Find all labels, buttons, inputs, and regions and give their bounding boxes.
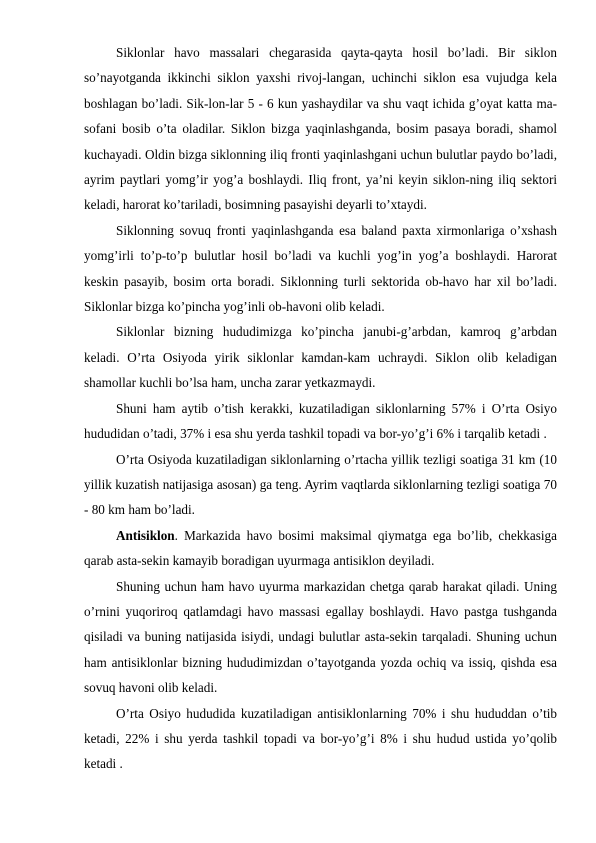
paragraph-text: Siklonlar havo massalari chegarasida qayta-qayta hosil bo’ladi. Bir siklon so’nayotganda ikkinchi siklon yaxshi rivoj-langan, uchinchi siklon esa vujudga kela boshlagan bo’ladi. Sik-lon-lar 5 - 6 kun yashaydilar va shu vaqt ichida g’oyat katta ma-sofani bosib o’ta oladilar. Siklon bizga yaqinlashganda, bosim pasaya boradi, shamol kuchayadi. Oldin bizga siklonning iliq fronti yaqinlashgani uchun bulutlar paydo bo’ladi, ayrim paytlari yomg’ir yog’a boshlaydi. Iliq front, ya’ni keyin siklon-ning iliq sektori keladi, harorat ko’tariladi, bosimning pasayishi deyarli to’xtaydi. (84, 45, 557, 213)
paragraph-anticyclone-statistics (84, 701, 557, 777)
paragraph-anticyclone-definition (84, 523, 557, 574)
document-page (84, 40, 557, 777)
paragraph-cyclone-speed (84, 447, 557, 523)
paragraph-cyclone-statistics (84, 396, 557, 447)
paragraph-cyclone-formation (84, 40, 557, 218)
paragraph-text: Shuning uchun ham havo uyurma markazidan chetga qarab harakat qiladi. Uning o’rnini yuqoriroq qatlamdagi havo massasi egallay boshlaydi. Havo pastga tushganda qisiladi va buning natijasida isiydi, undagi bulutlar asta-sekin tarqaladi. Shuning uchun ham antisiklonlar bizning hududimizdan o’tayotganda yozda ochiq va issiq, qishda esa sovuq havoni olib keladi. (84, 578, 557, 696)
paragraph-text: Shuni ham aytib o’tish kerakki, kuzatiladigan siklonlarning 57% i O’rta Osiyo hududidan o’tadi, 37% i esa shu yerda tashkil topadi va bor-yo’g’i 6% i tarqalib ketadi . (84, 400, 557, 442)
paragraph-text: O’rta Osiyo hududida kuzatiladigan antisiklonlarning 70% i shu hududdan o’tib ketadi, 22% i shu yerda tashkil topadi va bor-yo’g’i 8% i shu hudud ustida yo’qolib ketadi . (84, 705, 557, 772)
paragraph-text: Siklonning sovuq fronti yaqinlashganda esa baland paxta xirmonlariga o’xshash yomg’irli to’p-to’p bulutlar hosil bo’ladi va kuchli yog’in yog’a boshlaydi. Harorat keskin pasayib, bosim orta boradi. Siklonning turli sektorida ob-havo har xil bo’ladi. Siklonlar bizga ko’pincha yog’inli ob-havoni olib keladi. (84, 222, 557, 315)
paragraph-cold-front (84, 218, 557, 320)
paragraph-text: . Markazida havo bosimi maksimal qiymatga ega bo’lib, chekkasiga qarab asta-sekin kamayib boradigan uyurmaga antisiklon deyiladi. (84, 527, 557, 569)
paragraph-text: Siklonlar bizning hududimizga ko’pincha janubi-g’arbdan, kamroq g’arbdan keladi. O’rta Osiyoda yirik siklonlar kamdan-kam uchraydi. Siklon olib keladigan shamollar kuchli bo’lsa ham, uncha zarar yetkazmaydi. (84, 324, 557, 391)
paragraph-cyclone-direction (84, 319, 557, 395)
anticyclone-term: Antisiklon (116, 527, 175, 543)
paragraph-anticyclone-motion (84, 574, 557, 701)
paragraph-text: O’rta Osiyoda kuzatiladigan siklonlarning o’rtacha yillik tezligi soatiga 31 km (10 yillik kuzatish natijasiga asosan) ga teng. Ayrim vaqtlarda siklonlarning tezligi soatiga 70 - 80 km ham bo’ladi. (84, 451, 557, 518)
